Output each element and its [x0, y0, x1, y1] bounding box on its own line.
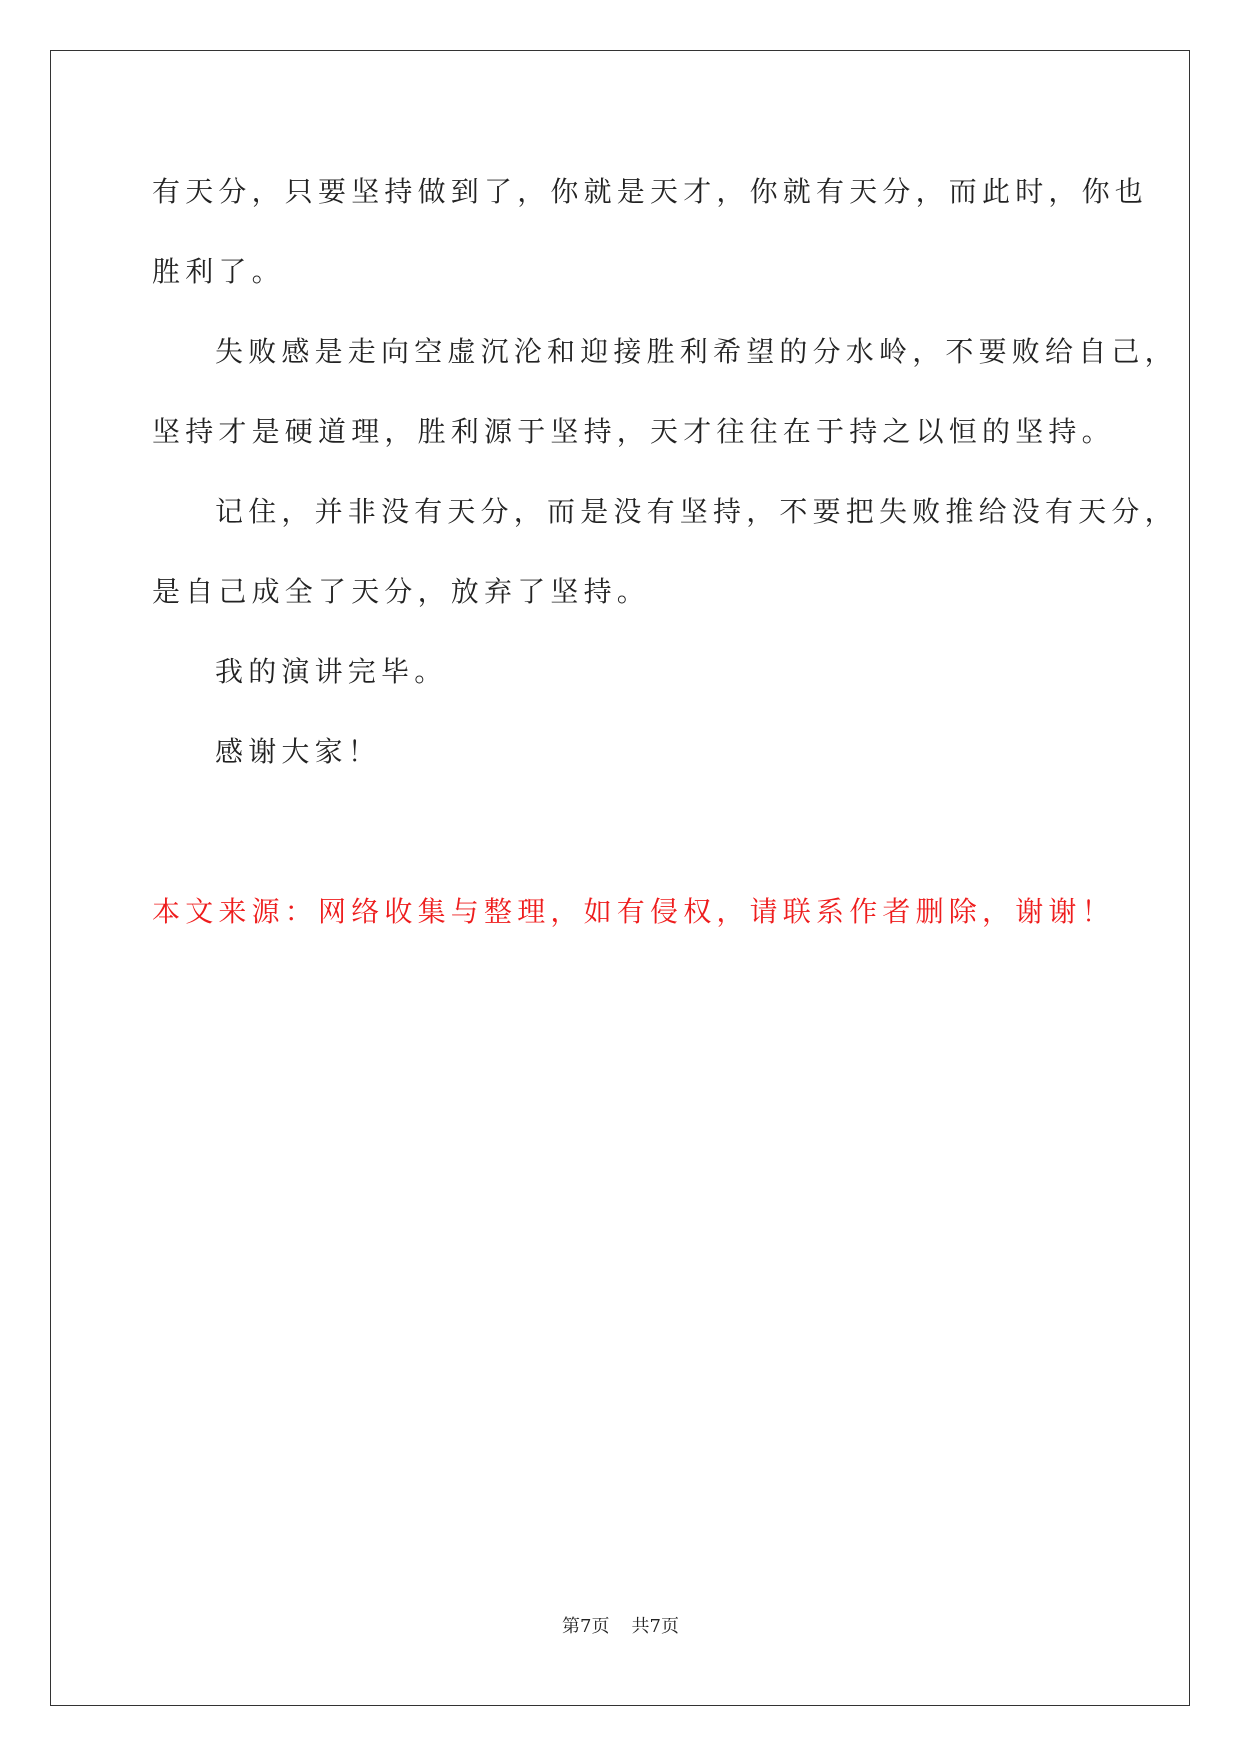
paragraph-2-line-2: 坚持才是硬道理，胜利源于坚持，天才往往在于持之以恒的坚持。 [152, 415, 1115, 448]
closing-line: 我的演讲完毕。 [215, 655, 448, 688]
paragraph-1-line-1: 有天分，只要坚持做到了，你就是天才，你就有天分，而此时，你也 [152, 175, 1149, 208]
paragraph-3-line-2: 是自己成全了天分，放弃了坚持。 [152, 575, 651, 608]
page-frame [50, 50, 1190, 1706]
paragraph-1-line-2: 胜利了。 [152, 255, 285, 288]
paragraph-2-line-1: 失败感是走向空虚沉沦和迎接胜利希望的分水岭，不要败给自己， [215, 335, 1178, 368]
source-note: 本文来源：网络收集与整理，如有侵权，请联系作者删除，谢谢！ [152, 895, 1115, 928]
paragraph-3-line-1: 记住，并非没有天分，而是没有坚持，不要把失败推给没有天分， [215, 495, 1178, 528]
page-footer [0, 1612, 1241, 1638]
total-pages-label: 共7页 [631, 1616, 679, 1637]
thanks-line: 感谢大家！ [215, 735, 382, 768]
current-page-label: 第7页 [562, 1616, 610, 1637]
